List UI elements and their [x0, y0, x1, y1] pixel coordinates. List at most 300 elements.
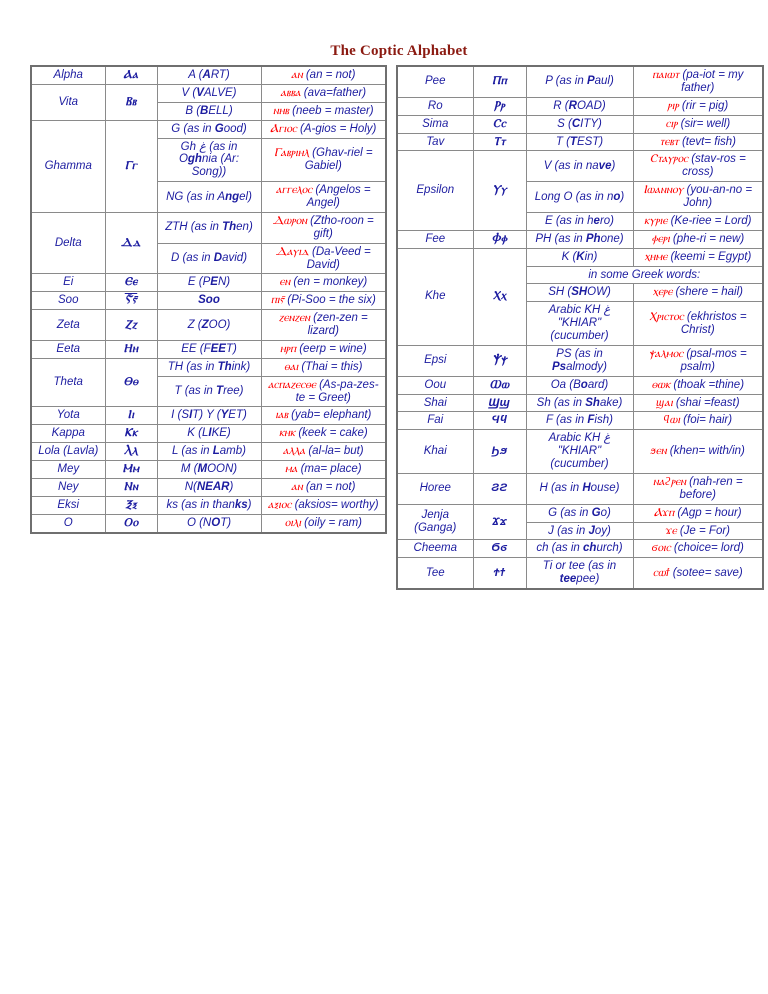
letter-name: Delta [31, 212, 105, 274]
coptic-letter-glyph: Ⲯⲯ [473, 345, 526, 376]
letter-name: Ei [31, 274, 105, 292]
pronunciation-cell: V (VALVE) [157, 84, 261, 102]
table-row [397, 504, 763, 522]
table-row [397, 66, 763, 97]
pronunciation-emphasis: C [571, 117, 581, 130]
example-cell [633, 212, 763, 230]
table-row [397, 345, 763, 376]
letter-name: Khe [397, 248, 473, 345]
letter-name: Eeta [31, 340, 105, 358]
pronunciation-emphasis: G [214, 122, 224, 135]
coptic-example-word: ⲏⲣⲡ [279, 342, 297, 355]
example-gloss: (yab= elephant) [287, 409, 372, 422]
pronunciation-cell: S (CITY) [526, 115, 633, 133]
coptic-example-word: ⲟⲓⲗⲓ [284, 516, 301, 529]
coptic-letter-glyph: Ϭϭ [473, 540, 526, 558]
table-row [31, 478, 386, 496]
example-gloss: (choice= lord) [670, 542, 744, 555]
coptic-example-word: ⲕⲏⲕ [278, 427, 296, 440]
example-gloss: (Ztho-roon = gift) [306, 214, 374, 240]
coptic-letter-glyph: Ⲟⲟ [105, 514, 157, 532]
pronunciation-cell: E (PEN) [157, 274, 261, 292]
greek-words-note: in some Greek words: [526, 266, 763, 284]
coptic-letter-glyph: Ⲏⲏ [105, 340, 157, 358]
example-gloss: (stav-ros = cross) [682, 153, 746, 179]
pronunciation-cell: R (ROAD) [526, 97, 633, 115]
pronunciation-cell: O (NOT) [157, 514, 261, 532]
example-cell [261, 212, 386, 243]
table-row [31, 310, 386, 341]
pronunciation-cell: T (TEST) [526, 133, 633, 151]
coptic-example-word: ⲫⲉⲣⲓ [651, 232, 670, 245]
pronunciation-emphasis: Th [217, 360, 232, 373]
pronunciation-emphasis: F [587, 414, 595, 427]
example-cell [633, 302, 763, 346]
pronunciation-emphasis: I [208, 427, 212, 440]
coptic-example-word: Ⲁⲅⲓⲟⲥ [270, 122, 297, 135]
table-row [31, 66, 386, 84]
coptic-example-word: ⲓⲁⲃ [275, 409, 288, 422]
coptic-example-word: ⲯⲁⲗⲙⲟⲥ [648, 347, 684, 360]
example-gloss: (shere = hail) [672, 286, 743, 299]
pronunciation-emphasis: Th [222, 221, 237, 234]
example-gloss: (Ghav-riel = Gabiel) [304, 146, 373, 172]
example-gloss: (sir= well) [677, 117, 731, 130]
example-gloss: (aksios= worthy) [291, 498, 379, 511]
coptic-example-word: ⲁⲝⲓⲟⲥ [267, 498, 292, 511]
coptic-example-word: ⲁⲗⲗⲁ [282, 445, 306, 458]
example-gloss: (you-an-no = John) [683, 184, 753, 209]
example-gloss: (rir = pig) [678, 99, 729, 112]
coptic-example-word: ϭⲟⲓⲥ [651, 542, 671, 555]
pronunciation-emphasis: H [582, 482, 591, 495]
table-row [31, 425, 386, 443]
pronunciation-cell: H (as in House) [526, 473, 633, 504]
example-gloss: (ma= place) [297, 463, 362, 475]
example-gloss: (zen-zen = lizard) [307, 312, 368, 337]
table-row [397, 540, 763, 558]
letter-name: Sima [397, 115, 473, 133]
alphabet-table-right [396, 65, 764, 590]
coptic-letter-glyph: Ⲅⲅ [105, 120, 157, 212]
example-cell [261, 120, 386, 138]
example-cell [261, 425, 386, 443]
table-row [397, 412, 763, 430]
coptic-letter-glyph: Ⲕⲕ [105, 425, 157, 443]
letter-name: Shai [397, 394, 473, 412]
pronunciation-cell: Long O (as in no) [526, 182, 633, 213]
coptic-example-word: Ⲥⲧⲁⲩⲣⲟⲥ [649, 153, 689, 166]
coptic-letter-glyph: Ⲓⲓ [105, 407, 157, 425]
coptic-letter-glyph: Ⲧⲧ [473, 133, 526, 151]
pronunciation-cell: EE (FEET) [157, 340, 261, 358]
pronunciation-emphasis: Y [220, 409, 229, 422]
pronunciation-emphasis: o [613, 190, 621, 203]
letter-name: Oou [397, 376, 473, 394]
example-cell [633, 151, 763, 182]
coptic-example-word: Ⲇⲱⲣⲟⲛ [272, 214, 307, 227]
tables-container [0, 65, 768, 590]
table-row [397, 248, 763, 266]
letter-name: Yota [31, 407, 105, 425]
letter-name: Lola (Lavla) [31, 443, 105, 461]
example-cell [633, 473, 763, 504]
table-row [397, 133, 763, 151]
example-gloss: (thoak =thine) [670, 378, 745, 391]
table-row [31, 443, 386, 461]
coptic-example-word: Ⲇⲁⲩⲓⲇ [275, 245, 309, 258]
example-gloss: (tevt= fish) [678, 135, 736, 148]
pronunciation-cell: Ti or tee (as in teepee) [526, 558, 633, 589]
letter-name: Jenja (Ganga) [397, 504, 473, 540]
table-row [397, 394, 763, 412]
letter-name: Horee [397, 473, 473, 504]
example-gloss: (Angelos = Angel) [306, 184, 371, 209]
example-gloss: (en = monkey) [290, 276, 368, 289]
example-cell [261, 358, 386, 376]
example-gloss: (sotee= save) [669, 566, 743, 579]
pronunciation-cell [157, 292, 261, 310]
letter-name: Fee [397, 230, 473, 248]
letter-name: Eksi [31, 496, 105, 514]
letter-name: Khai [397, 430, 473, 474]
coptic-letter-glyph: Ϧϧ [473, 430, 526, 474]
pronunciation-cell: F (as in Fish) [526, 412, 633, 430]
example-cell [633, 115, 763, 133]
pronunciation-emphasis: O [211, 516, 221, 529]
coptic-example-word: ⲁⲛ [291, 69, 303, 81]
example-cell [633, 394, 763, 412]
coptic-example-word: Ⲁϫⲡ [653, 506, 675, 519]
pronunciation-cell: D (as in David) [157, 243, 261, 274]
coptic-example-word: Ⲓⲱⲁⲛⲛⲟⲩ [643, 184, 684, 197]
letter-name: Vita [31, 84, 105, 120]
coptic-letter-glyph: Ⲫⲫ [473, 230, 526, 248]
coptic-letter-glyph: Ⲩⲩ [473, 151, 526, 230]
example-gloss: (neeb = master) [288, 104, 374, 117]
left-table-body [31, 66, 386, 533]
coptic-letter-glyph: Ϣϣ [473, 394, 526, 412]
example-cell [633, 97, 763, 115]
pronunciation-cell: Z (ZOO) [157, 310, 261, 341]
pronunciation-emphasis: ve [598, 159, 612, 172]
example-cell [633, 182, 763, 213]
table-row [397, 473, 763, 504]
example-cell [633, 66, 763, 97]
example-cell [261, 243, 386, 274]
coptic-example-word: ⲁⲥⲡⲁⲍⲉⲥⲑⲉ [267, 378, 316, 391]
example-gloss: (ekhristos = Christ) [680, 310, 747, 336]
page-title: The Coptic Alphabet [330, 43, 468, 59]
coptic-example-word: ⲭⲏⲙⲉ [644, 250, 668, 263]
coptic-example-word: ⲉⲛ [279, 276, 291, 289]
coptic-letter-glyph: Ϩϩ [473, 473, 526, 504]
letter-name: Fai [397, 412, 473, 430]
alphabet-table-left [30, 65, 387, 534]
table-row [31, 358, 386, 376]
table-row [31, 407, 386, 425]
coptic-letter-glyph: Ⲝⲝ [105, 496, 157, 514]
pronunciation-cell: G (as in Go) [526, 504, 633, 522]
table-row [31, 496, 386, 514]
table-row [397, 230, 763, 248]
table-row [397, 151, 763, 182]
coptic-letter-glyph: Ⲙⲙ [105, 461, 157, 479]
example-gloss: (nah-ren = before) [679, 475, 743, 501]
pronunciation-emphasis: L [212, 445, 220, 458]
table-row [397, 430, 763, 474]
pronunciation-emphasis: EE [210, 342, 226, 355]
table-row [397, 376, 763, 394]
example-cell [261, 292, 386, 310]
letter-name: Epsilon [397, 151, 473, 230]
pronunciation-cell: V (as in nave) [526, 151, 633, 182]
coptic-example-word: ⲙⲁ [284, 463, 298, 475]
coptic-letter-glyph: Ⲥⲥ [473, 115, 526, 133]
coptic-letter-glyph: Ⲡⲡ [473, 66, 526, 97]
example-cell [261, 138, 386, 182]
pronunciation-cell: A (ART) [157, 66, 261, 84]
pronunciation-emphasis: V [196, 86, 204, 99]
example-cell [633, 284, 763, 302]
example-gloss: (keek = cake) [295, 427, 368, 440]
coptic-letter-glyph: Ⲁⲁ [105, 66, 157, 84]
coptic-example-word: ⲁⲛ [291, 480, 303, 493]
pronunciation-cell: TH (as in Think) [157, 358, 261, 376]
table-row [397, 97, 763, 115]
example-cell [261, 274, 386, 292]
pronunciation-cell: E (as in hero) [526, 212, 633, 230]
example-cell [261, 84, 386, 102]
table-row [397, 115, 763, 133]
pronunciation-cell: K (LIKE) [157, 425, 261, 443]
table-row [31, 340, 386, 358]
pronunciation-emphasis: J [588, 524, 595, 537]
pronunciation-emphasis: T [569, 135, 577, 148]
example-gloss: (Pi-Soo = the six) [284, 294, 376, 307]
pronunciation-emphasis: ch [583, 542, 597, 555]
coptic-example-word: ⲥⲓⲣ [665, 117, 678, 130]
coptic-example-word: ⲁⲃⲃⲁ [280, 86, 301, 99]
coptic-letter-glyph: Ϥϥ [473, 412, 526, 430]
pronunciation-emphasis: P [586, 75, 595, 88]
pronunciation-emphasis: G [591, 506, 601, 519]
letter-name: Kappa [31, 425, 105, 443]
pronunciation-emphasis: NEAR [196, 480, 230, 493]
letter-name: Soo [31, 292, 105, 310]
example-cell [261, 102, 386, 120]
pronunciation-cell: Arabic KH غ "KHIAR" (cucumber) [526, 302, 633, 346]
example-gloss: (Je = For) [676, 524, 730, 537]
example-gloss: (ava=father) [300, 86, 367, 99]
pronunciation-emphasis: ks [234, 498, 248, 511]
letter-name: Theta [31, 358, 105, 407]
example-cell [261, 407, 386, 425]
coptic-example-word: ⲥⲱϯ [652, 566, 670, 579]
example-gloss: (Ke-riee = Lord) [667, 214, 752, 227]
coptic-letter-glyph: Ϫϫ [473, 504, 526, 540]
example-gloss: (Thai = this) [298, 360, 363, 373]
coptic-example-word: ϧⲉⲛ [650, 445, 667, 458]
letter-name: Tee [397, 558, 473, 589]
coptic-example-word: ⲕⲩⲣⲓⲉ [644, 214, 668, 227]
coptic-example-word: ϣⲁⲓ [655, 396, 673, 409]
pronunciation-cell: G (as in Good) [157, 120, 261, 138]
example-gloss: (oily = ram) [300, 516, 363, 529]
coptic-example-word: ⲧⲉⲃⲧ [659, 135, 679, 148]
pronunciation-cell: PH (as in Phone) [526, 230, 633, 248]
coptic-example-word: ⲭⲉⲣⲉ [652, 286, 673, 299]
example-cell [633, 248, 763, 266]
example-cell [261, 478, 386, 496]
example-gloss: (A-gios = Holy) [296, 122, 377, 135]
example-cell [261, 461, 386, 479]
coptic-example-word: ⲛⲁϩⲣⲉⲛ [652, 475, 686, 488]
pronunciation-emphasis: ng [225, 190, 240, 203]
coptic-example-word: ⲛⲏⲃ [272, 104, 289, 117]
example-gloss: (foi= hair) [679, 414, 733, 427]
coptic-example-word: ⲡⲓⲋ̄ [270, 294, 285, 307]
coptic-example-word: ⲑⲱⲕ [651, 378, 671, 391]
coptic-example-word: ⲡⲁⲓⲱⲧ [652, 69, 680, 81]
coptic-letter-glyph: Ⲍⲍ [105, 310, 157, 341]
pronunciation-emphasis: Sh [585, 396, 600, 409]
example-gloss: (an = not) [302, 480, 356, 493]
pronunciation-emphasis: Soo [198, 294, 220, 307]
example-cell [633, 540, 763, 558]
table-row [31, 120, 386, 138]
coptic-example-word: Ⲅⲁⲃⲣⲓⲏⲗ [273, 146, 309, 159]
letter-name: Mey [31, 461, 105, 479]
table-row [31, 292, 386, 310]
letter-name: O [31, 514, 105, 532]
example-gloss: (shai =feast) [672, 396, 740, 409]
coptic-example-word: ϥⲱⲓ [663, 414, 680, 427]
example-cell [633, 376, 763, 394]
example-cell [261, 66, 386, 84]
example-gloss: (pa-iot = my father) [679, 69, 744, 94]
table-row [31, 84, 386, 102]
pronunciation-emphasis: I [189, 409, 193, 422]
pronunciation-cell: J (as in Joy) [526, 522, 633, 540]
pronunciation-emphasis: tee [559, 573, 577, 586]
pronunciation-cell: PS (as in Psalmody) [526, 345, 633, 376]
pronunciation-emphasis: T [216, 385, 224, 398]
coptic-example-word: ϫⲉ [665, 524, 677, 537]
pronunciation-cell: I (SIT) Y (YET) [157, 407, 261, 425]
coptic-letter-glyph: Ⲛⲛ [105, 478, 157, 496]
example-cell [261, 376, 386, 407]
letter-name: Ghamma [31, 120, 105, 212]
pronunciation-emphasis: B [200, 104, 209, 117]
pronunciation-emphasis: SH [571, 286, 588, 299]
coptic-example-word: ⲁⲅⲅⲉⲗⲟⲥ [275, 184, 313, 197]
coptic-letter-glyph [105, 292, 157, 310]
pronunciation-cell: B (BELL) [157, 102, 261, 120]
coptic-letter-glyph: Ϯϯ [473, 558, 526, 589]
letter-name: Ro [397, 97, 473, 115]
pronunciation-cell: L (as in Lamb) [157, 443, 261, 461]
example-gloss: (al-la= but) [305, 445, 364, 458]
example-cell [633, 522, 763, 540]
coptic-example-word: ⲑⲁⲓ [284, 360, 299, 373]
example-cell [633, 345, 763, 376]
coptic-example-word: Ⲭⲣⲓⲥⲧⲟⲥ [648, 310, 684, 323]
pronunciation-emphasis: A [202, 69, 211, 81]
example-cell [261, 443, 386, 461]
example-gloss: (an = not) [302, 69, 356, 81]
example-gloss: (phe-ri = new) [669, 232, 745, 245]
pronunciation-cell: Sh (as in Shake) [526, 394, 633, 412]
example-gloss: (As-pa-zes-te = Greet) [295, 378, 379, 404]
example-cell [261, 182, 386, 213]
pronunciation-cell: T (as in Tree) [157, 376, 261, 407]
table-row [31, 274, 386, 292]
pronunciation-emphasis: e [593, 214, 600, 227]
pronunciation-cell: ch (as in church) [526, 540, 633, 558]
pronunciation-cell: NG (as in Angel) [157, 182, 261, 213]
example-cell [261, 310, 386, 341]
example-gloss: (keemi = Egypt) [667, 250, 752, 263]
letter-name: Alpha [31, 66, 105, 84]
pronunciation-cell: Arabic KH غ "KHIAR" (cucumber) [526, 430, 633, 474]
coptic-letter-glyph: Ⲉⲉ [105, 274, 157, 292]
overline-glyph: Ⲋ̄ⲋ̄ [124, 294, 138, 307]
example-cell [261, 514, 386, 532]
letter-name: Zeta [31, 310, 105, 341]
pronunciation-cell: P (as in Paul) [526, 66, 633, 97]
table-row [31, 514, 386, 532]
letter-name: Cheema [397, 540, 473, 558]
example-gloss: (Da-Veed = David) [306, 245, 371, 271]
pronunciation-cell: Gh غ (as in Oghnia (Ar: Song)) [157, 138, 261, 182]
letter-name: Epsi [397, 345, 473, 376]
example-cell [633, 133, 763, 151]
letter-name: Ney [31, 478, 105, 496]
pronunciation-emphasis: Ps [552, 360, 567, 373]
coptic-letter-glyph: Ⲗⲗ [105, 443, 157, 461]
coptic-letter-glyph: Ⲣⲣ [473, 97, 526, 115]
coptic-letter-glyph: Ⲑⲑ [105, 358, 157, 407]
example-cell [633, 230, 763, 248]
example-cell [633, 504, 763, 522]
table-row [397, 558, 763, 589]
pronunciation-emphasis: E [210, 276, 218, 289]
pronunciation-cell: SH (SHOW) [526, 284, 633, 302]
pronunciation-emphasis: Z [201, 318, 209, 331]
pronunciation-emphasis: gh [187, 153, 202, 166]
table-row [31, 461, 386, 479]
example-gloss: (psal-mos = psalm) [680, 347, 747, 373]
pronunciation-emphasis: M [197, 463, 208, 475]
example-cell [261, 340, 386, 358]
example-cell [261, 496, 386, 514]
coptic-letter-glyph: Ⲇⲇ [105, 212, 157, 274]
letter-name: Tav [397, 133, 473, 151]
pronunciation-cell: M (MOON) [157, 461, 261, 479]
example-gloss: (khen= with/in) [666, 445, 745, 458]
example-cell [633, 430, 763, 474]
pronunciation-cell: K (Kin) [526, 248, 633, 266]
coptic-letter-glyph: Ⲭⲭ [473, 248, 526, 345]
example-cell [633, 412, 763, 430]
coptic-letter-glyph: Ⲱⲱ [473, 376, 526, 394]
pronunciation-emphasis: Ph [585, 232, 601, 245]
coptic-example-word: ⲣⲓⲣ [667, 99, 679, 112]
coptic-example-word: ⲍⲉⲛⲍⲉⲛ [278, 312, 310, 325]
example-gloss: (eerp = wine) [296, 342, 367, 355]
letter-name: Pee [397, 66, 473, 97]
